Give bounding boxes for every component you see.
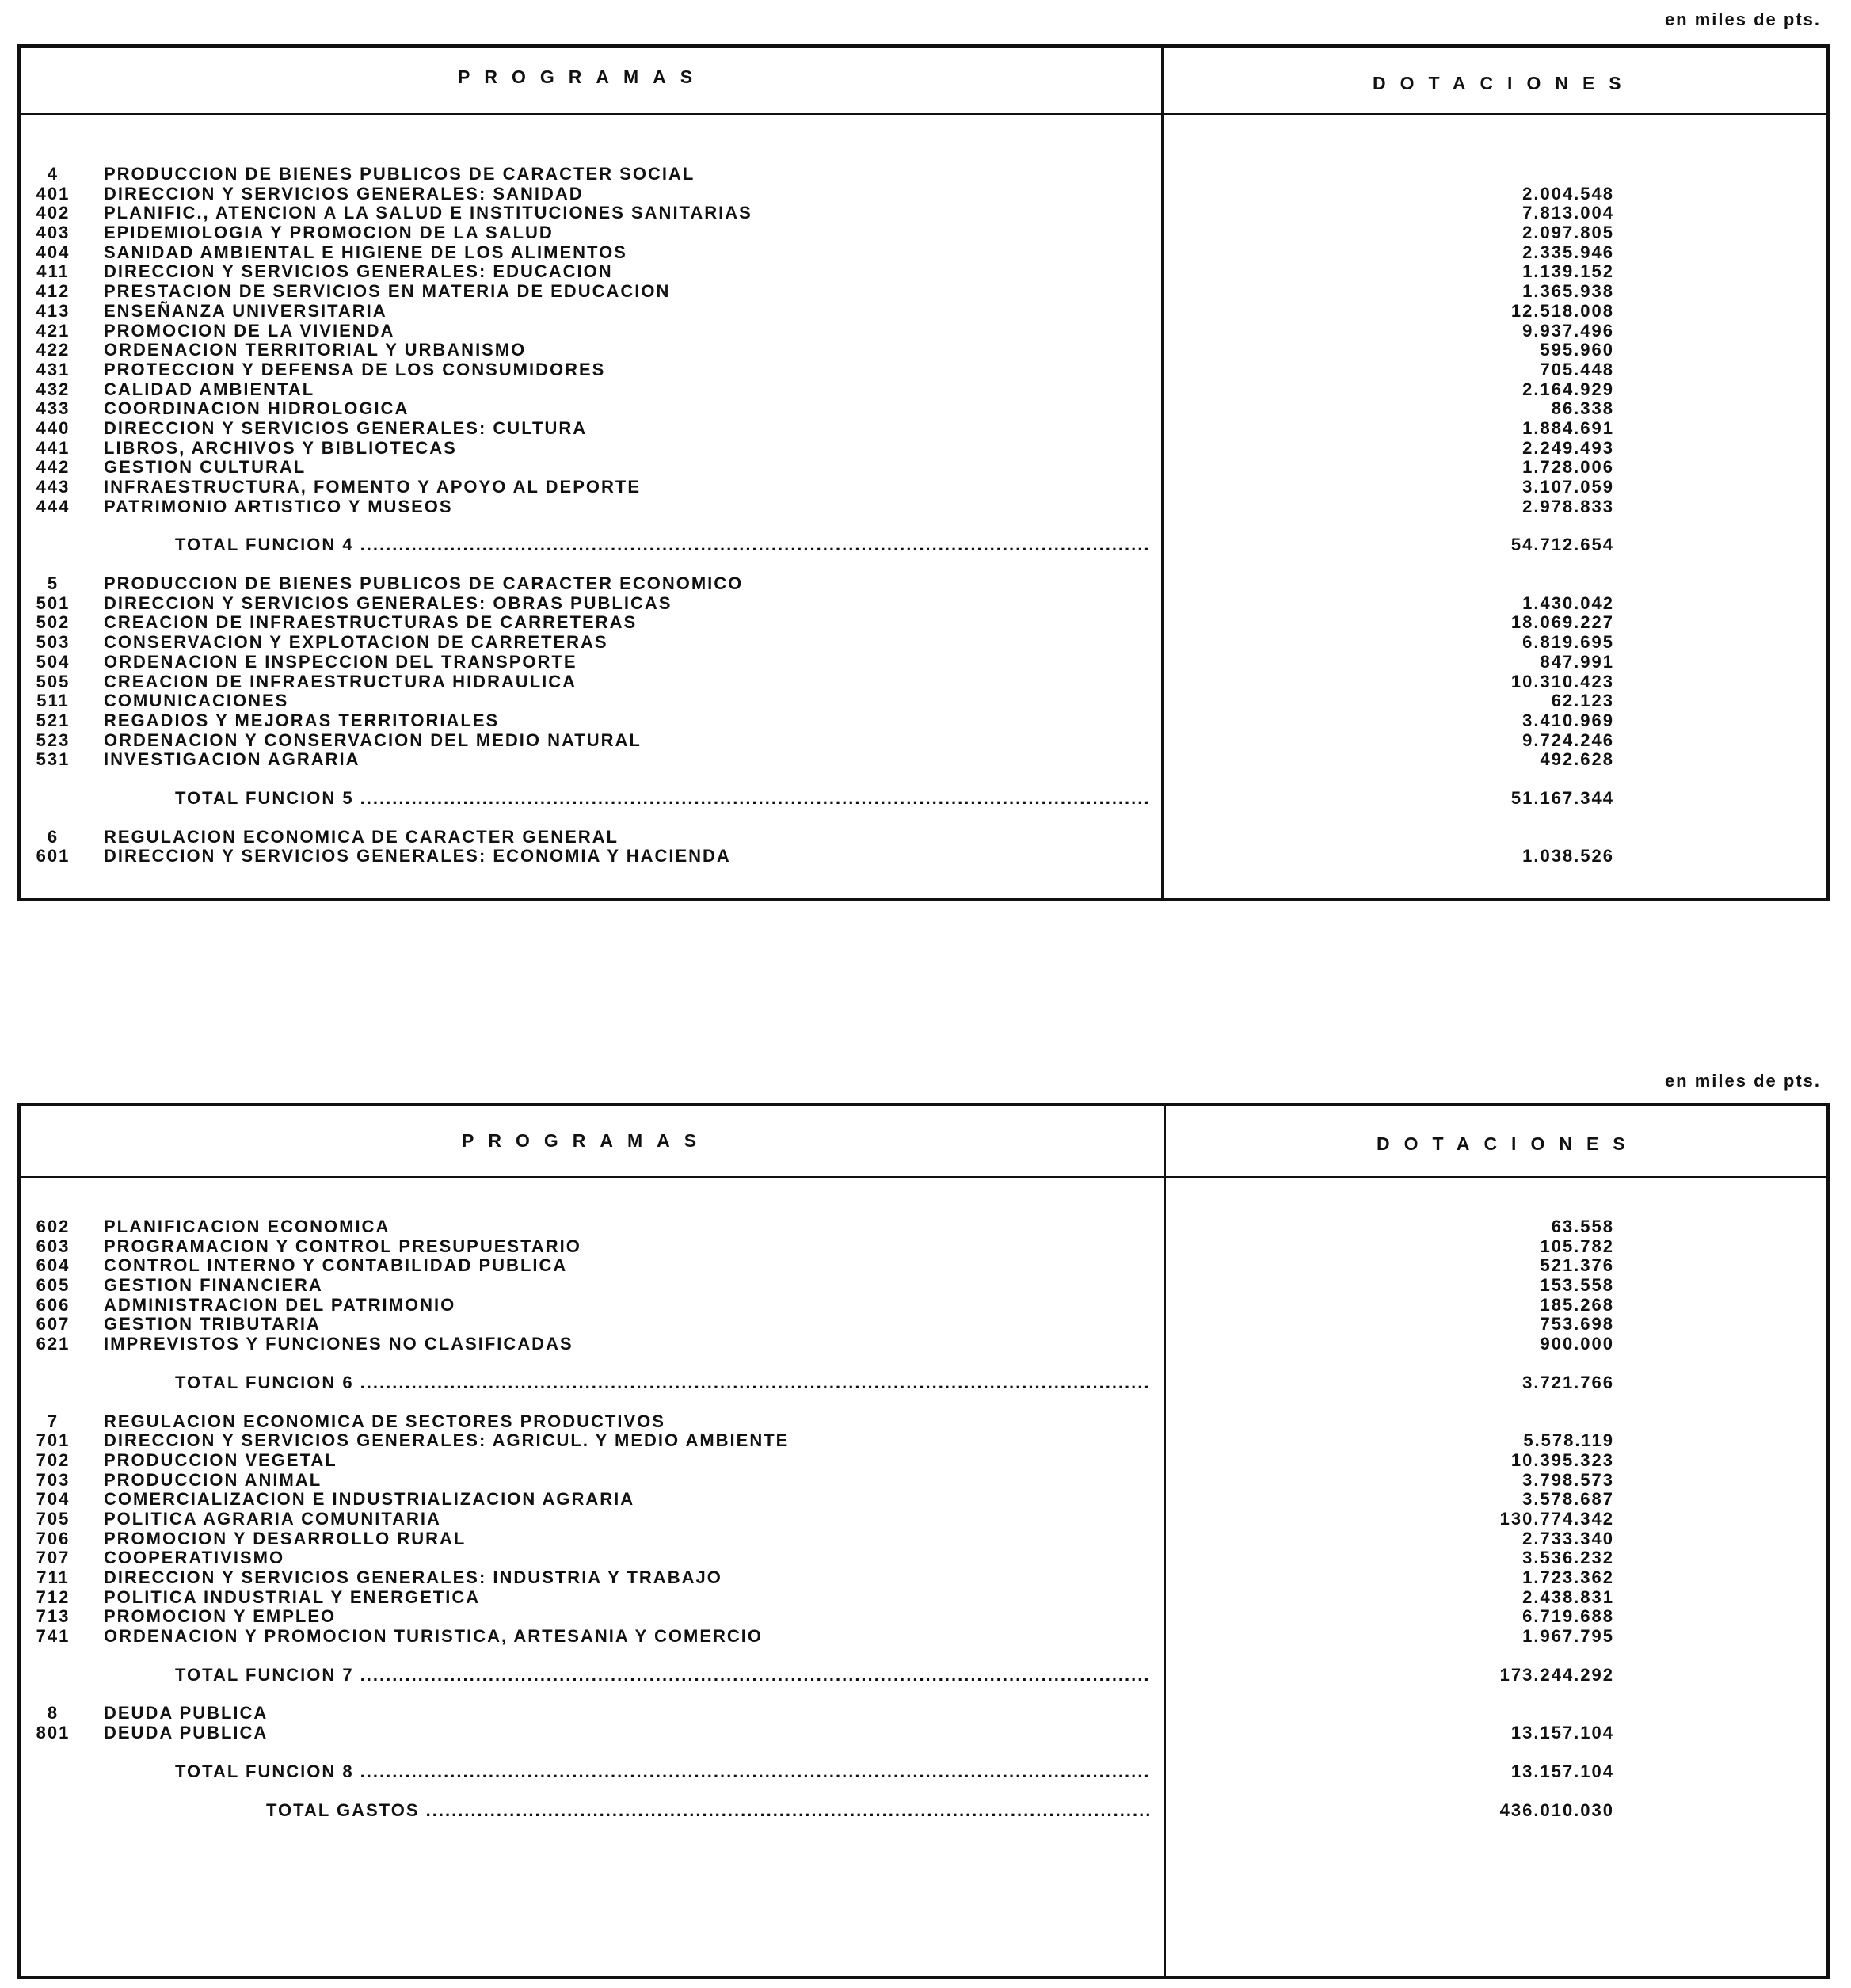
table-row [21,497,1826,517]
program-label: COMUNICACIONES [104,691,289,711]
table-row [21,1529,1826,1549]
program-label: PROMOCION Y EMPLEO [104,1606,337,1627]
program-code: 531 [36,749,70,770]
table-row [21,360,1826,380]
table-row [21,633,1826,653]
program-code: 603 [36,1236,70,1256]
allocation-value: 2.978.833 [1522,496,1614,516]
program-code: 4 [47,164,59,184]
program-code: 501 [36,592,70,613]
budget-table-page-1 [17,44,1830,901]
program-label: PROMOCION Y DESARROLLO RURAL [104,1528,467,1548]
program-label: ORDENACION Y CONSERVACION DEL MEDIO NATURAL [104,729,642,750]
table-row [21,1451,1826,1471]
allocation-value: 105.782 [1540,1236,1614,1256]
program-code: 712 [36,1586,70,1607]
program-code: 442 [36,457,70,478]
table-row [21,1335,1826,1354]
program-label: PLANIFICACION ECONOMICA [104,1217,390,1236]
allocation-value: 9.724.246 [1522,729,1614,750]
program-label: PROTECCION Y DEFENSA DE LOS CONSUMIDORES [104,359,606,379]
allocation-value: 63.558 [1551,1217,1614,1236]
program-label: LIBROS, ARCHIVOS Y BIBLIOTECAS [104,437,457,458]
allocation-value: 130.774.342 [1499,1508,1614,1529]
table-row [21,1490,1826,1510]
program-code: 801 [36,1723,70,1743]
table-row [21,1568,1826,1588]
allocation-value: 2.733.340 [1522,1528,1614,1548]
program-label: DEUDA PUBLICA [104,1723,269,1743]
program-label: DIRECCION Y SERVICIOS GENERALES: ECONOMIA Y HACIENDA [104,846,731,866]
program-label: REGULACION ECONOMICA DE CARACTER GENERAL [104,826,619,847]
program-label: PROMOCION DE LA VIVIENDA [104,320,395,341]
allocation-value: 3.536.232 [1522,1548,1614,1568]
allocation-value: 2.249.493 [1522,437,1614,458]
table-row [21,672,1826,692]
table-row [21,439,1826,459]
allocation-value: 1.365.938 [1522,281,1614,302]
total-label: TOTAL FUNCION 4 ..... [175,535,1149,555]
allocation-value: 153.558 [1540,1275,1614,1296]
allocation-value: 3.410.969 [1522,710,1614,730]
program-code: 602 [36,1217,70,1236]
allocation-value: 5.578.119 [1523,1430,1614,1451]
program-code: 601 [36,846,70,866]
total-label: TOTAL FUNCION 8 ..... [175,1762,1149,1782]
table-row [21,262,1826,282]
program-code: 403 [36,223,70,243]
allocation-value: 10.395.323 [1510,1449,1614,1470]
allocation-value: 2.438.831 [1522,1586,1614,1607]
table-row [21,282,1826,302]
allocation-value: 2.335.946 [1522,242,1614,262]
total-value: 3.721.766 [1522,1372,1614,1392]
program-code: 607 [36,1314,70,1335]
allocation-value: 185.268 [1540,1294,1614,1315]
total-row [21,789,1826,809]
table-row [21,399,1826,419]
total-value: 54.712.654 [1510,535,1614,555]
table-row [21,711,1826,731]
program-code: 5 [47,573,59,594]
program-code: 701 [36,1430,70,1451]
allocation-value: 3.798.573 [1522,1469,1614,1490]
program-label: POLITICA INDUSTRIAL Y ENERGETICA [104,1586,481,1607]
program-label: IMPREVISTOS Y FUNCIONES NO CLASIFICADAS [104,1334,573,1354]
allocation-value: 3.107.059 [1522,477,1614,497]
table-row [21,1588,1826,1608]
allocation-value: 521.376 [1540,1255,1614,1276]
table-row [21,322,1826,341]
program-label: PRESTACION DE SERVICIOS EN MATERIA DE EDUCACION [104,281,671,302]
allocation-value: 595.960 [1540,340,1614,360]
table-row [21,750,1826,770]
total-label: TOTAL FUNCION 5 ..... [175,789,1149,809]
program-label: PRODUCCION VEGETAL [104,1449,337,1470]
grand-total-row [21,1801,1826,1821]
allocation-value: 1.728.006 [1522,457,1614,478]
table-row [21,828,1826,847]
table-row [21,185,1826,204]
program-code: 412 [36,281,70,302]
program-label: DIRECCION Y SERVICIOS GENERALES: AGRICUL. Y MEDIO AMBIENTE [104,1430,790,1451]
total-value: 436.010.030 [1499,1799,1614,1820]
program-label: ORDENACION E INSPECCION DEL TRANSPORTE [104,651,577,672]
table-row [21,419,1826,439]
allocation-value: 1.038.526 [1522,846,1614,866]
table-row [21,1315,1826,1335]
program-code: 604 [36,1255,70,1276]
table-row [21,223,1826,243]
allocation-value: 6.819.695 [1522,632,1614,653]
program-code: 704 [36,1489,70,1510]
table-row [21,1296,1826,1316]
program-code: 504 [36,651,70,672]
total-label: TOTAL FUNCION 6 ..... [175,1373,1149,1393]
table-row [21,574,1826,594]
program-label: ADMINISTRACION DEL PATRIMONIO [104,1294,456,1315]
program-code: 502 [36,612,70,633]
table-row [21,1412,1826,1432]
program-code: 404 [36,242,70,262]
program-code: 707 [36,1548,70,1568]
table-row [21,1276,1826,1296]
program-label: CREACION DE INFRAESTRUCTURAS DE CARRETERAS [104,612,638,633]
program-label: PATRIMONIO ARTISTICO Y MUSEOS [104,496,453,516]
programs-header: PROGRAMAS [458,67,707,87]
program-label: GESTION CULTURAL [104,457,307,478]
total-row [21,1666,1826,1685]
total-row [21,1762,1826,1782]
program-code: 521 [36,710,70,730]
allocation-value: 1.139.152 [1522,261,1614,282]
table-row [21,1471,1826,1491]
allocation-value: 1.884.691 [1522,417,1614,438]
program-code: 503 [36,632,70,653]
table-row [21,613,1826,633]
program-label: PLANIFIC., ATENCION A LA SALUD E INSTITUCIONES SANITARIAS [104,203,752,223]
program-label: DIRECCION Y SERVICIOS GENERALES: INDUSTRIA Y TRABAJO [104,1567,722,1587]
program-code: 621 [36,1334,70,1354]
program-label: COOPERATIVISMO [104,1548,285,1568]
table-rows [21,165,1826,866]
allocation-value: 1.723.362 [1522,1567,1614,1587]
allocation-value: 847.991 [1540,651,1614,672]
allocations-header: DOTACIONES [1377,1133,1640,1154]
program-code: 402 [36,203,70,223]
total-label: TOTAL GASTOS ..... [266,1801,1149,1821]
program-code: 413 [36,300,70,321]
allocation-value: 492.628 [1540,749,1614,770]
program-code: 444 [36,496,70,516]
units-note: en miles de pts. [1664,1071,1821,1091]
allocation-value: 2.164.929 [1522,379,1614,399]
program-label: SANIDAD AMBIENTAL E HIGIENE DE LOS ALIMENTOS [104,242,627,262]
allocation-value: 62.123 [1551,691,1614,711]
program-label: REGADIOS Y MEJORAS TERRITORIALES [104,710,500,730]
table-row [21,1431,1826,1451]
program-code: 431 [36,359,70,379]
allocation-value: 10.310.423 [1510,671,1614,691]
allocation-value: 13.157.104 [1510,1723,1614,1743]
table-row [21,204,1826,223]
programs-header: PROGRAMAS [462,1130,711,1151]
allocation-value: 3.578.687 [1522,1489,1614,1510]
table-row [21,1237,1826,1257]
program-code: 741 [36,1626,70,1647]
table-row [21,1548,1826,1568]
program-code: 511 [36,691,70,711]
table-row [21,243,1826,263]
program-code: 606 [36,1294,70,1315]
program-label: DIRECCION Y SERVICIOS GENERALES: OBRAS PUBLICAS [104,592,672,613]
program-code: 8 [47,1703,59,1723]
program-code: 411 [36,261,70,282]
program-label: INFRAESTRUCTURA, FOMENTO Y APOYO AL DEPORTE [104,477,642,497]
program-code: 711 [36,1567,70,1587]
total-label: TOTAL FUNCION 7 ..... [175,1666,1149,1685]
table-row [21,847,1826,866]
allocation-value: 12.518.008 [1510,300,1614,321]
header-divider [21,113,1826,115]
program-code: 706 [36,1528,70,1548]
allocation-value: 18.069.227 [1510,612,1614,633]
table-row [21,1723,1826,1743]
program-label: COORDINACION HIDROLOGICA [104,398,409,419]
program-label: PRODUCCION ANIMAL [104,1469,322,1490]
program-code: 713 [36,1606,70,1627]
program-code: 702 [36,1449,70,1470]
total-value: 13.157.104 [1510,1761,1614,1781]
program-label: CREACION DE INFRAESTRUCTURA HIDRAULICA [104,671,577,691]
allocations-header: DOTACIONES [1373,73,1636,93]
program-label: EPIDEMIOLOGIA Y PROMOCION DE LA SALUD [104,223,554,243]
program-code: 605 [36,1275,70,1296]
program-label: DIRECCION Y SERVICIOS GENERALES: CULTURA [104,417,588,438]
table-row [21,1704,1826,1723]
program-label: CONSERVACION Y EXPLOTACION DE CARRETERAS [104,632,608,653]
table-row [21,653,1826,672]
table-row [21,458,1826,478]
program-label: ORDENACION TERRITORIAL Y URBANISMO [104,340,527,360]
table-row [21,341,1826,360]
table-row [21,165,1826,185]
total-row [21,1373,1826,1393]
program-label: POLITICA AGRARIA COMUNITARIA [104,1508,441,1529]
program-label: PROGRAMACION Y CONTROL PRESUPUESTARIO [104,1236,581,1256]
allocation-value: 6.719.688 [1522,1606,1614,1627]
program-code: 432 [36,379,70,399]
table-row [21,380,1826,400]
table-row [21,1607,1826,1627]
program-label: ENSEÑANZA UNIVERSITARIA [104,300,387,321]
program-label: CONTROL INTERNO Y CONTABILIDAD PUBLICA [104,1255,568,1276]
program-label: ORDENACION Y PROMOCION TURISTICA, ARTESANIA Y COMERCIO [104,1626,764,1647]
total-value: 51.167.344 [1510,787,1614,808]
program-code: 441 [36,437,70,458]
table-row [21,478,1826,497]
allocation-value: 1.967.795 [1522,1626,1614,1647]
allocation-value: 7.813.004 [1522,203,1614,223]
program-label: GESTION TRIBUTARIA [104,1314,321,1335]
total-value: 173.244.292 [1499,1664,1614,1685]
table-row [21,302,1826,322]
table-row [21,731,1826,751]
total-row [21,535,1826,555]
program-label: DIRECCION Y SERVICIOS GENERALES: EDUCACION [104,261,613,282]
program-code: 505 [36,671,70,691]
budget-table-page-2 [17,1103,1830,1979]
program-code: 443 [36,477,70,497]
table-row [21,594,1826,614]
program-code: 7 [47,1411,59,1431]
program-code: 401 [36,183,70,204]
program-label: REGULACION ECONOMICA DE SECTORES PRODUCTIVOS [104,1411,665,1431]
program-code: 703 [36,1469,70,1490]
allocation-value: 900.000 [1540,1334,1614,1354]
allocation-value: 86.338 [1551,398,1614,419]
allocation-value: 9.937.496 [1522,320,1614,341]
allocation-value: 2.004.548 [1522,183,1614,204]
program-label: PRODUCCION DE BIENES PUBLICOS DE CARACTER ECONOMICO [104,573,744,594]
program-label: DEUDA PUBLICA [104,1703,269,1723]
program-code: 6 [47,826,59,847]
program-label: CALIDAD AMBIENTAL [104,379,315,399]
units-note: en miles de pts. [1664,10,1821,29]
program-code: 421 [36,320,70,341]
program-label: COMERCIALIZACION E INDUSTRIALIZACION AGRARIA [104,1489,635,1510]
table-row [21,1217,1826,1237]
program-label: INVESTIGACION AGRARIA [104,749,360,770]
program-code: 440 [36,417,70,438]
allocation-value: 1.430.042 [1522,592,1614,613]
program-code: 422 [36,340,70,360]
table-row [21,1627,1826,1647]
allocation-value: 705.448 [1540,359,1614,379]
table-row [21,1510,1826,1529]
program-label: DIRECCION Y SERVICIOS GENERALES: SANIDAD [104,183,584,204]
allocation-value: 2.097.805 [1522,223,1614,243]
program-code: 433 [36,398,70,419]
program-label: PRODUCCION DE BIENES PUBLICOS DE CARACTER SOCIAL [104,164,695,184]
program-code: 523 [36,729,70,750]
allocation-value: 753.698 [1540,1314,1614,1335]
program-label: GESTION FINANCIERA [104,1275,323,1296]
table-row [21,691,1826,711]
header-divider [21,1176,1826,1178]
program-code: 705 [36,1508,70,1529]
table-rows [21,1217,1826,1839]
table-row [21,1256,1826,1276]
